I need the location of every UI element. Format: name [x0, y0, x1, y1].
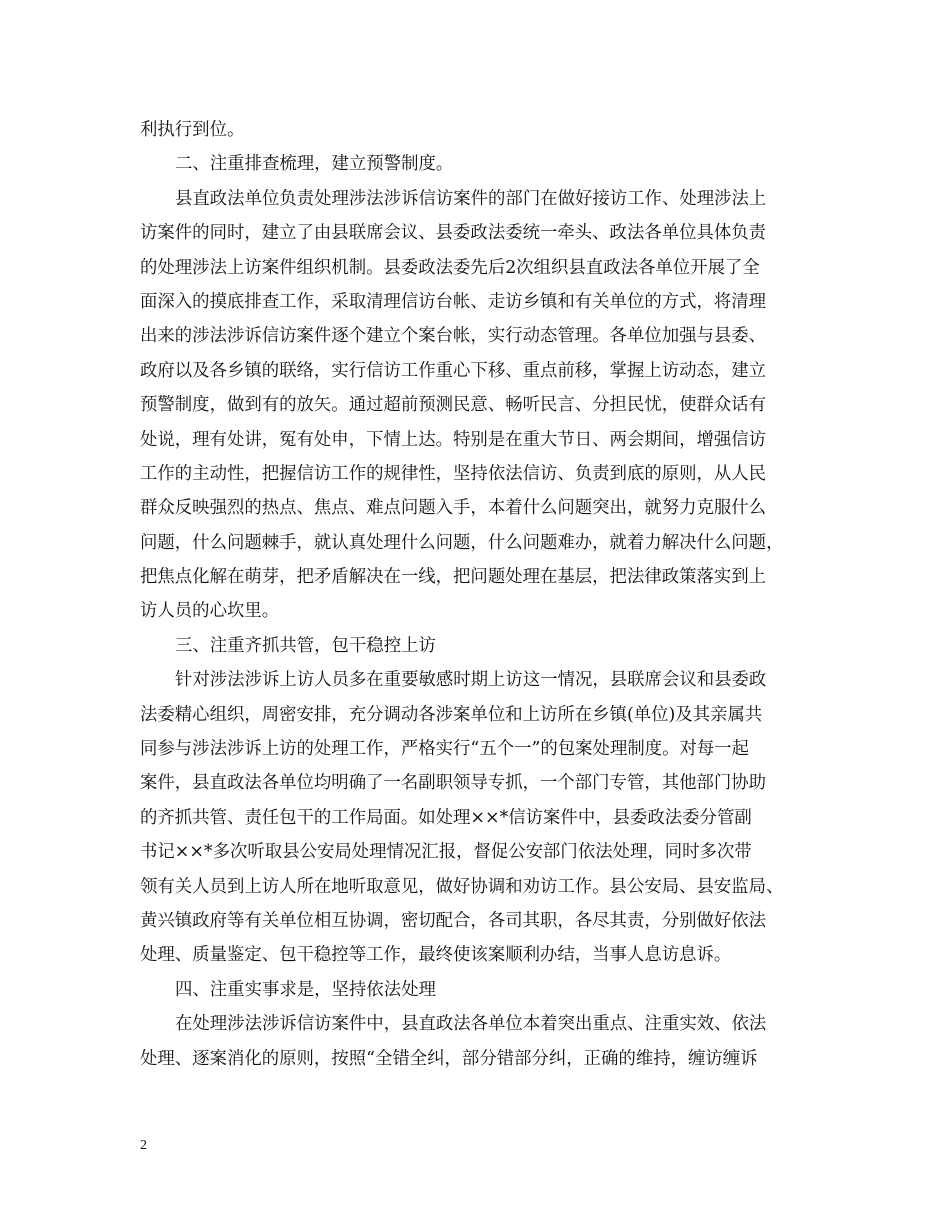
page-number: 2 — [140, 1138, 147, 1153]
text-line: 利执行到位。 — [140, 120, 245, 140]
text-line: 领有关人员到上访人所在地听取意见，做好协调和劝访工作。县公安局、县安监局、 — [140, 876, 784, 897]
text-line: 处说，理有处讲，冤有处申，下情上达。特别是在重大节日、两会期间，增强信访 — [140, 429, 767, 450]
text-line: 书记××*多次听取县公安局处理情况汇报，督促公安部门依法处理，同时多次带 — [140, 842, 752, 863]
text-line: 四、注重实事求是，坚持依法处理 — [175, 979, 436, 1000]
text-line: 工作的主动性，把握信访工作的规律性，坚持依法信访、负责到底的原则，从人民 — [140, 463, 767, 484]
text-line: 访人员的心坎里。 — [140, 601, 280, 622]
text-line: 处理、逐案消化的原则，按照“全错全纠，部分错部分纠，正确的维持，缠访缠诉 — [140, 1048, 758, 1069]
text-line: 案件，县直政法各单位均明确了一名副职领导专抓，一个部门专管，其他部门协助 — [140, 773, 767, 794]
body-text — [140, 113, 830, 1076]
text-line: 黄兴镇政府等有关单位相互协调，密切配合，各司其职，各尽其责，分别做好依法 — [140, 910, 767, 931]
text-line: 把焦点化解在萌芽，把矛盾解决在一线，把问题处理在基层，把法律政策落实到上 — [140, 567, 767, 588]
text-line: 针对涉法涉诉上访人员多在重要敏感时期上访这一情况，县联席会议和县委政 — [175, 670, 767, 691]
text-line: 问题，什么问题棘手，就认真处理什么问题，什么问题难办，就着力解决什么问题， — [140, 532, 784, 553]
text-line: 面深入的摸底排查工作，采取清理信访台帐、走访乡镇和有关单位的方式，将清理 — [140, 291, 767, 312]
text-line: 的处理涉法上访案件组织机制。县委政法委先后2次组织县直政法各单位开展了全 — [140, 257, 760, 278]
text-line: 三、注重齐抓共管，包干稳控上访 — [175, 635, 436, 656]
text-line: 在处理涉法涉诉信访案件中，县直政法各单位本着突出重点、注重实效、依法 — [175, 1014, 767, 1035]
text-line: 群众反映强烈的热点、焦点、难点问题入手，本着什么问题突出，就努力克服什么 — [140, 498, 767, 519]
text-line: 二、注重排查梳理，建立预警制度。 — [175, 154, 454, 175]
text-line: 预警制度，做到有的放矢。通过超前预测民意、畅听民言、分担民忧，使群众话有 — [140, 395, 767, 416]
text-line: 政府以及各乡镇的联络，实行信访工作重心下移、重点前移，掌握上访动态，建立 — [140, 360, 767, 381]
text-line: 法委精心组织，周密安排，充分调动各涉案单位和上访所在乡镇(单位)及其亲属共 — [140, 704, 763, 725]
text-line: 出来的涉法涉诉信访案件逐个建立个案台帐，实行动态管理。各单位加强与县委、 — [140, 326, 767, 347]
text-line: 访案件的同时，建立了由县联席会议、县委政法委统一牵头、政法各单位具体负责 — [140, 223, 767, 244]
text-line: 县直政法单位负责处理涉法涉诉信访案件的部门在做好接访工作、处理涉法上 — [175, 188, 767, 209]
text-line: 处理、质量鉴定、包干稳控等工作，最终使该案顺利办结，当事人息访息诉。 — [140, 945, 732, 966]
text-line: 的齐抓共管、责任包干的工作局面。如处理××*信访案件中，县委政法委分管副 — [140, 807, 752, 828]
text-line: 同参与涉法涉诉上访的处理工作，严格实行“五个一”的包案处理制度。对每一起 — [140, 739, 750, 760]
